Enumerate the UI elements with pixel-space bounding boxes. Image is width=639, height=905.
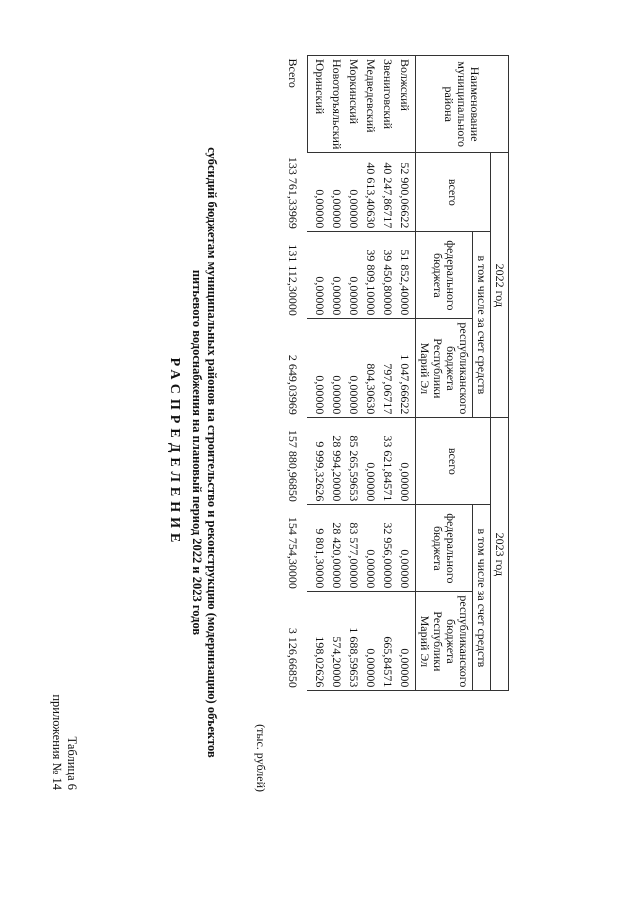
distribution-table	[284, 55, 509, 691]
cell-2022-total: 40 613,40630	[362, 153, 379, 232]
cell-2022-total: 40 247,86717	[379, 153, 396, 232]
district-name: Звениговский	[379, 56, 396, 153]
total-2023-republic: 3 126,66850	[286, 627, 301, 688]
cell-2023-federal: 28 420,00000	[328, 505, 345, 592]
cell-2023-federal: 0,00000	[396, 505, 416, 592]
cell-2022-federal: 0,00000	[308, 232, 329, 319]
cell-2022-republic: 1 047,66622	[396, 319, 416, 418]
table-row	[396, 56, 416, 691]
cell-2023-federal: 0,00000	[362, 505, 379, 592]
cell-2022-federal: 0,00000	[328, 232, 345, 319]
total-row	[284, 56, 308, 691]
total-2022-republic: 2 649,03969	[286, 354, 301, 415]
cell-2022-republic: 797,06717	[379, 319, 396, 418]
cell-2023-total: 28 994,20000	[328, 418, 345, 505]
cell-2022-federal: 39 450,80000	[379, 232, 396, 319]
district-name: Медведевский	[362, 56, 379, 153]
cell-2023-federal: 83 577,00000	[345, 505, 362, 592]
table-row	[328, 56, 345, 691]
appendix-label: приложения № 14	[50, 694, 64, 790]
header-incl-2022: в том числе за счет средств	[473, 232, 491, 418]
document-title: РАСПРЕДЕЛЕНИЕ	[167, 357, 182, 548]
table-number-label: Таблица 6	[65, 736, 79, 790]
cell-2023-total: 0,00000	[362, 418, 379, 505]
cell-2022-federal: 0,00000	[345, 232, 362, 319]
header-total-2023: всего	[416, 418, 491, 505]
header-republic-2022: республиканского бюджета Республики Марий Эл	[416, 319, 473, 418]
header-total-2022: всего	[416, 153, 491, 232]
header-federal-2022: федерального бюджета	[416, 232, 473, 319]
cell-2023-republic: 1 688,59653	[345, 592, 362, 691]
district-name: Юринский	[308, 56, 329, 153]
cell-2022-total: 0,00000	[328, 153, 345, 232]
table-label-block	[49, 0, 79, 790]
cell-2023-republic: 0,00000	[396, 592, 416, 691]
cell-2023-federal: 32 956,00000	[379, 505, 396, 592]
header-district-name: Наименование муниципального района	[416, 56, 509, 153]
total-label: Всего	[286, 58, 300, 88]
table-row	[379, 56, 396, 691]
cell-2023-republic: 0,00000	[362, 592, 379, 691]
cell-2023-republic: 198,02626	[308, 592, 329, 691]
document-subtitle	[189, 100, 219, 805]
cell-2022-republic: 0,00000	[328, 319, 345, 418]
cell-2023-total: 9 999,32626	[308, 418, 329, 505]
subtitle-line-2: питьевого водоснабжения на плановый период 2022 и 2023 годов	[190, 269, 204, 636]
cell-2023-republic: 665,84571	[379, 592, 396, 691]
total-2022-federal: 131 112,30000	[286, 244, 301, 316]
district-name: Волжский	[396, 56, 416, 153]
table-row	[308, 56, 329, 691]
total-2023-total: 157 880,96850	[286, 429, 301, 502]
header-republic-2023: республиканского бюджета Республики Марий Эл	[416, 592, 473, 691]
cell-2022-total: 0,00000	[345, 153, 362, 232]
cell-2023-federal: 9 801,30000	[308, 505, 329, 592]
cell-2022-republic: 0,00000	[308, 319, 329, 418]
units-label: (тыс. рублей)	[254, 724, 268, 792]
cell-2022-total: 0,00000	[308, 153, 329, 232]
district-name: Новоторъяльский	[328, 56, 345, 153]
subtitle-line-1: субсидий бюджетам муниципальных районов на строительство и реконструкцию (модернизацию) объектов	[205, 147, 219, 758]
total-2022-total: 133 761,33969	[286, 156, 301, 229]
header-year-2023: 2023 год	[491, 418, 509, 691]
table-row	[362, 56, 379, 691]
district-name: Моркинский	[345, 56, 362, 153]
header-year-2022: 2022 год	[491, 153, 509, 418]
cell-2022-total: 52 900,06622	[396, 153, 416, 232]
cell-2022-federal: 51 852,40000	[396, 232, 416, 319]
total-2023-federal: 154 754,30000	[286, 516, 301, 589]
cell-2023-republic: 574,20000	[328, 592, 345, 691]
header-federal-2023: федерального бюджета	[416, 505, 473, 592]
table-row	[345, 56, 362, 691]
cell-2023-total: 0,00000	[396, 418, 416, 505]
cell-2022-federal: 39 809,10000	[362, 232, 379, 319]
cell-2023-total: 33 621,84571	[379, 418, 396, 505]
header-incl-2023: в том числе за счет средств	[473, 505, 491, 691]
cell-2022-republic: 0,00000	[345, 319, 362, 418]
cell-2022-republic: 804,30630	[362, 319, 379, 418]
cell-2023-total: 85 265,59653	[345, 418, 362, 505]
